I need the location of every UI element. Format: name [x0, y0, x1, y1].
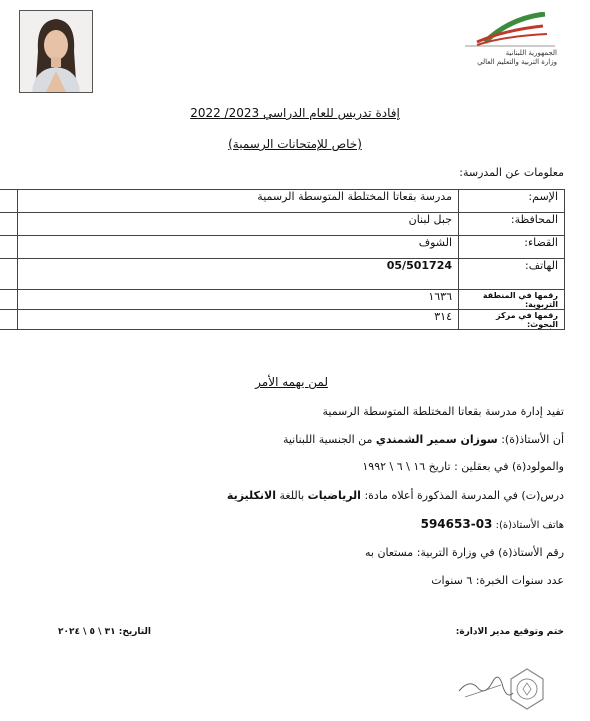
- value-region-number: ١٦٣٦: [18, 290, 459, 310]
- phone-prefix: هاتف الأستاذ(ة):: [492, 520, 564, 531]
- table-row: [0, 310, 565, 330]
- table-edge: [0, 259, 18, 290]
- label-district: القضاء:: [459, 236, 565, 259]
- value-district: الشوف: [18, 236, 459, 259]
- body-line-3: والمولود(ة) في بعقلين : تاريخ ١٦ \ ٦ \ ١٩٩٢: [362, 460, 564, 473]
- teacher-phone: 03-594653: [420, 517, 493, 531]
- table-row: [0, 213, 565, 236]
- to-whom-heading: لمن يهمه الأمر: [255, 375, 328, 389]
- body-line-1: تفيد إدارة مدرسة بقعاتا المختلطة المتوسطة الرسمية: [322, 405, 564, 418]
- table-row: [0, 290, 565, 310]
- label-phone: الهاتف:: [459, 259, 565, 290]
- label-research-number: رقمها في مركز البحوث:: [459, 310, 565, 330]
- date-label: التاريخ: ٣١ \ ٥ \ ٢٠٢٤: [58, 627, 151, 637]
- table-edge: [0, 310, 18, 330]
- school-info-heading: معلومات عن المدرسة:: [459, 166, 564, 179]
- subject-prefix: درس(ت) في المدرسة المذكورة أعلاه مادة:: [360, 489, 564, 502]
- table-edge: [0, 190, 18, 213]
- body-line-6: رقم الأستاذ(ة) في وزارة التربية: مستعان به: [364, 546, 564, 559]
- table-row: [0, 236, 565, 259]
- logo-line-1: الجمهورية اللبنانية: [505, 49, 557, 57]
- nationality-text: من الجنسية اللبنانية: [282, 433, 376, 446]
- label-governorate: المحافظة:: [459, 213, 565, 236]
- table-row: [0, 190, 565, 213]
- body-line-5: [421, 517, 564, 531]
- portrait-image: [20, 11, 92, 92]
- sign-label: ختم وتوقيع مدير الادارة:: [455, 627, 564, 637]
- value-governorate: جبل لبنان: [18, 213, 459, 236]
- table-edge: [0, 290, 18, 310]
- body-line-7: عدد سنوات الخبرة: ٦ سنوات: [431, 574, 564, 587]
- official-stamp-icon: [455, 657, 560, 717]
- ministry-logo: [455, 12, 565, 74]
- body-line-2: [283, 433, 564, 446]
- teacher-photo: [19, 10, 93, 93]
- subject-name: الرياضيات: [307, 489, 361, 502]
- label-name: الإسم:: [459, 190, 565, 213]
- value-phone: 05/501724: [18, 259, 459, 290]
- table-edge: [0, 236, 18, 259]
- value-name: مدرسة بقعاتا المختلطة المتوسطة الرسمية: [18, 190, 459, 213]
- table-row: [0, 259, 565, 290]
- body-line-4: [227, 489, 564, 502]
- language-name: الانكليزية: [226, 489, 277, 502]
- logo-line-2: وزارة التربية والتعليم العالي: [477, 58, 557, 66]
- document-subtitle: (خاص للإمتحانات الرسمية): [228, 137, 362, 151]
- value-research-number: ٣١٤: [18, 310, 459, 330]
- teacher-prefix: أن الأستاذ(ة):: [497, 433, 564, 446]
- document-title: إفادة تدريس للعام الدراسي 2023/ 2022: [190, 106, 400, 120]
- school-info-table: [0, 189, 565, 330]
- language-prefix: باللغة: [276, 489, 308, 502]
- label-region-number: رقمها في المنطقة التربوية:: [459, 290, 565, 310]
- table-edge: [0, 213, 18, 236]
- stamp-signature: [455, 657, 560, 717]
- ministry-emblem-icon: [455, 12, 565, 48]
- teacher-name: سوزان سمير الشمندي: [375, 433, 498, 446]
